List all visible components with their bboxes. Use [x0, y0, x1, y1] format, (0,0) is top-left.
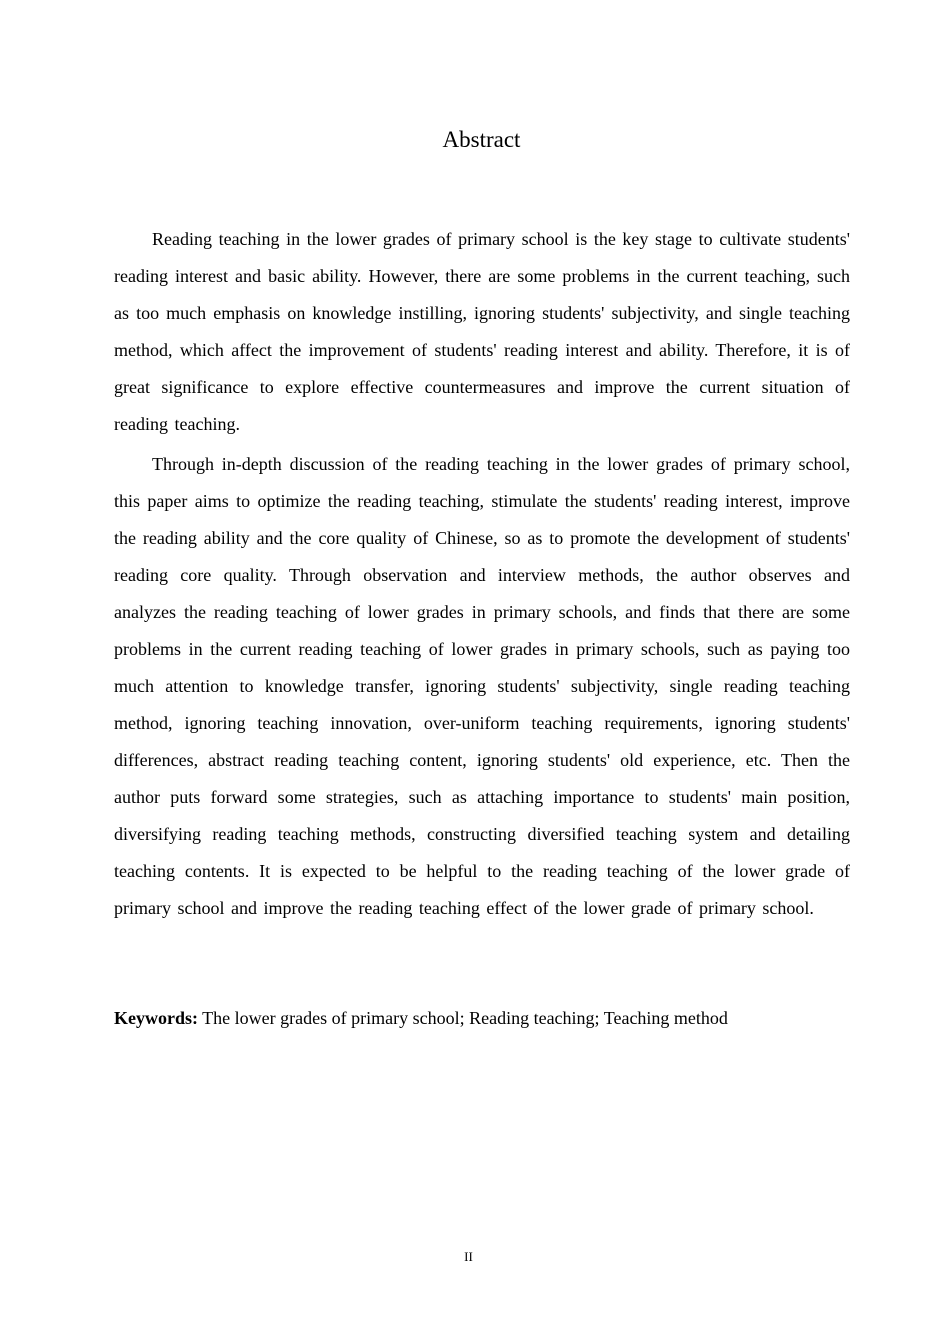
page-number: II	[464, 1249, 473, 1264]
abstract-paragraph-1: Reading teaching in the lower grades of primary school is the key stage to cultivate students' reading interest and basic ability. However, there are some problems in the current teaching, such as too much emphasis on knowledge instilling, ignoring students' subjectivity, and single teaching method, which affect the improvement of students' reading interest and ability. Therefore, it is of great significance to explore effective countermeasures and improve the current situation of reading teaching.	[114, 229, 850, 434]
keywords-label: Keywords:	[114, 1008, 198, 1028]
abstract-body	[114, 221, 850, 927]
keywords-text: The lower grades of primary school; Reading teaching; Teaching method	[198, 1008, 728, 1028]
keywords-line	[114, 1003, 850, 1033]
abstract-paragraph-2: Through in-depth discussion of the reading teaching in the lower grades of primary school, this paper aims to optimize the reading teaching, stimulate the students' reading interest, improve the reading ability and the core quality of Chinese, so as to promote the development of students' reading core quality. Through observation and interview methods, the author observes and analyzes the reading teaching of lower grades in primary schools, and finds that there are some problems in the current reading teaching of lower grades in primary schools, such as paying too much attention to knowledge transfer, ignoring students' subjectivity, single reading teaching method, ignoring teaching innovation, over-uniform teaching requirements, ignoring students' differences, abstract reading teaching content, ignoring students' old experience, etc. Then the author puts forward some strategies, such as attaching importance to students' main position, diversifying reading teaching methods, constructing diversified teaching system and detailing teaching contents. It is expected to be helpful to the reading teaching of the lower grade of primary school and improve the reading teaching effect of the lower grade of primary school.	[114, 454, 850, 918]
abstract-title: Abstract	[442, 127, 521, 152]
